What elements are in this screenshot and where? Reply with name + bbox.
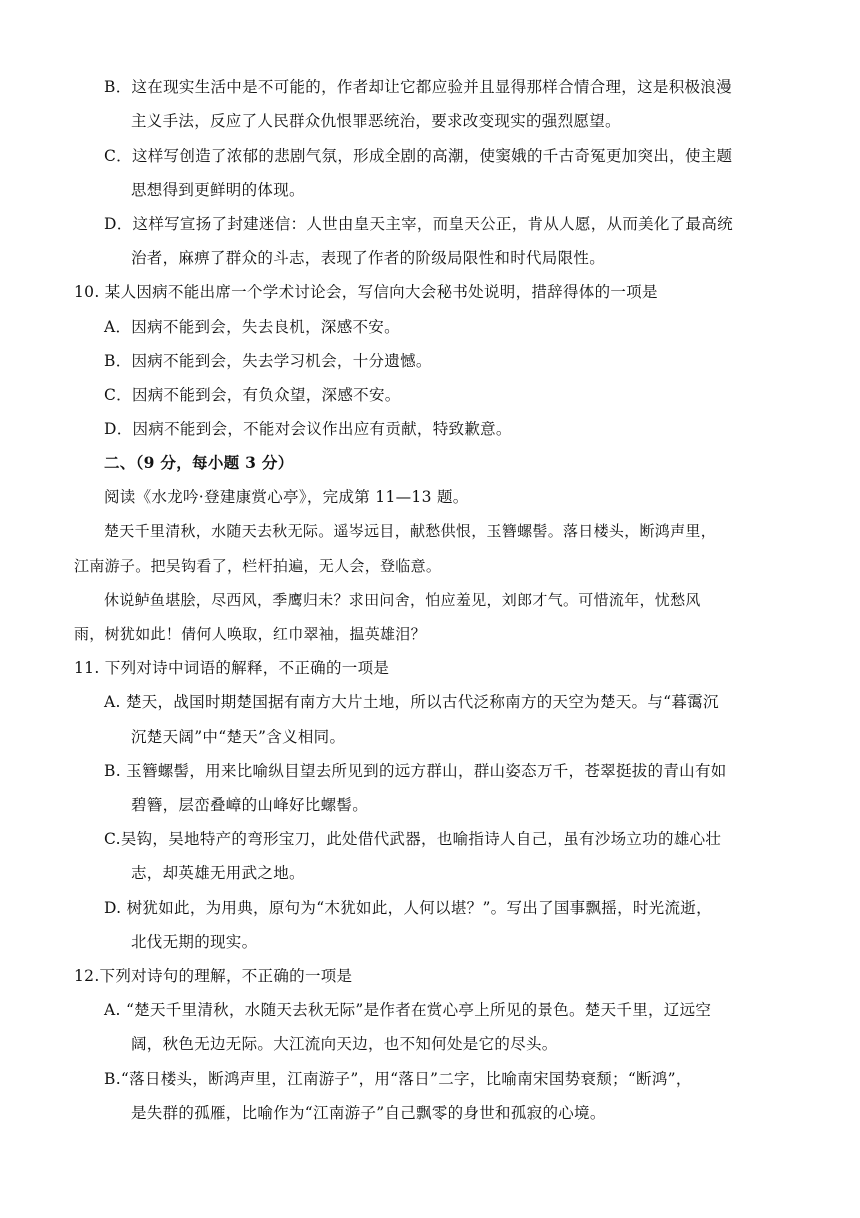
q12-stem: 12.下列对诗句的理解，不正确的一项是	[74, 967, 353, 985]
q9-option-d-line1: D．这样写宣扬了封建迷信：人世由皇天主宰，而皇天公正，肯从人愿，从而美化了最高统	[104, 215, 733, 233]
q10-option-d: D．因病不能到会，不能对会议作出应有贡献，特致歉意。	[104, 420, 512, 438]
q10-option-b: B．因病不能到会，失去学习机会，十分遗憾。	[104, 352, 432, 370]
q10-option-c: C．因病不能到会，有负众望，深感不安。	[104, 386, 401, 404]
poem-line-2: 江南游子。把吴钩看了，栏杆拍遍，无人会，登临意。	[74, 557, 442, 575]
q9-option-c-line1: C．这样写创造了浓郁的悲剧气氛，形成全剧的高潮，使窦娥的千古奇冤更加突出，使主题	[104, 147, 733, 165]
q9-option-d-line2: 治者，麻痹了群众的斗志，表现了作者的阶级局限性和时代局限性。	[131, 249, 606, 267]
q11-option-d-line2: 北伐无期的现实。	[131, 933, 258, 951]
q11-stem: 11. 下列对诗中词语的解释，不正确的一项是	[74, 659, 390, 677]
q9-option-c-line2: 思想得到更鲜明的体现。	[131, 181, 305, 199]
q11-option-b-line2: 碧簪，层峦叠嶂的山峰好比螺髻。	[131, 796, 369, 814]
q11-option-a-line2: 沉楚天阔”中“楚天”含义相同。	[131, 728, 346, 746]
q9-option-b-line1: B．这在现实生活中是不可能的，作者却让它都应验并且显得那样合情合理，这是积极浪漫	[104, 78, 732, 96]
q11-option-c-line1: C.吴钩，吴地特产的弯形宝刀，此处借代武器，也喻指诗人自己，虽有沙场立功的雄心壮	[104, 830, 722, 848]
q11-option-a-line1: A. 楚天，战国时期楚国据有南方大片土地，所以古代泛称南方的天空为楚天。与“暮霭沉	[104, 693, 719, 711]
q12-option-a-line2: 阔，秋色无边无际。大江流向天边，也不知何处是它的尽头。	[131, 1035, 558, 1053]
poem-line-3: 休说鲈鱼堪脍，尽西风，季鹰归未？求田问舍，怕应羞见，刘郎才气。可惜流年，忧愁风	[104, 591, 701, 609]
q12-option-b-line1: B.“落日楼头，断鸿声里，江南游子”，用“落日”二字，比喻南宋国势衰颓；“断鸿”，	[104, 1070, 692, 1088]
q10-stem: 10. 某人因病不能出席一个学术讨论会，写信向大会秘书处说明，措辞得体的一项是	[74, 283, 658, 301]
section-2-intro: 阅读《水龙吟·登建康赏心亭》，完成第 11—13 题。	[104, 488, 469, 506]
poem-line-1: 楚天千里清秋，水随天去秋无际。遥岑远目，献愁供恨，玉簪螺髻。落日楼头，断鸿声里，	[104, 522, 717, 540]
q11-option-b-line1: B. 玉簪螺髻，用来比喻纵目望去所见到的远方群山，群山姿态万千，苍翠挺拔的青山有如	[104, 762, 727, 780]
section-2-heading: 二、（9 分，每小题 3 分）	[104, 453, 294, 472]
q11-option-c-line2: 志，却英雄无用武之地。	[131, 864, 305, 882]
q12-option-a-line1: A. “楚天千里清秋，水随天去秋无际”是作者在赏心亭上所见的景色。楚天千里，辽远空	[104, 1001, 712, 1019]
poem-line-4: 雨，树犹如此！倩何人唤取，红巾翠袖，揾英雄泪？	[74, 625, 426, 643]
q11-option-d-line1: D. 树犹如此，为用典，原句为“木犹如此，人何以堪？”。写出了国事飘摇，时光流逝，	[104, 899, 712, 917]
q9-option-b-line2: 主义手法，反应了人民群众仇恨罪恶统治，要求改变现实的强烈愿望。	[131, 112, 621, 130]
q10-option-a: A．因病不能到会，失去良机，深感不安。	[104, 318, 400, 336]
q12-option-b-line2: 是失群的孤雁，比喻作为“江南游子”自己飘零的身世和孤寂的心境。	[131, 1104, 606, 1122]
